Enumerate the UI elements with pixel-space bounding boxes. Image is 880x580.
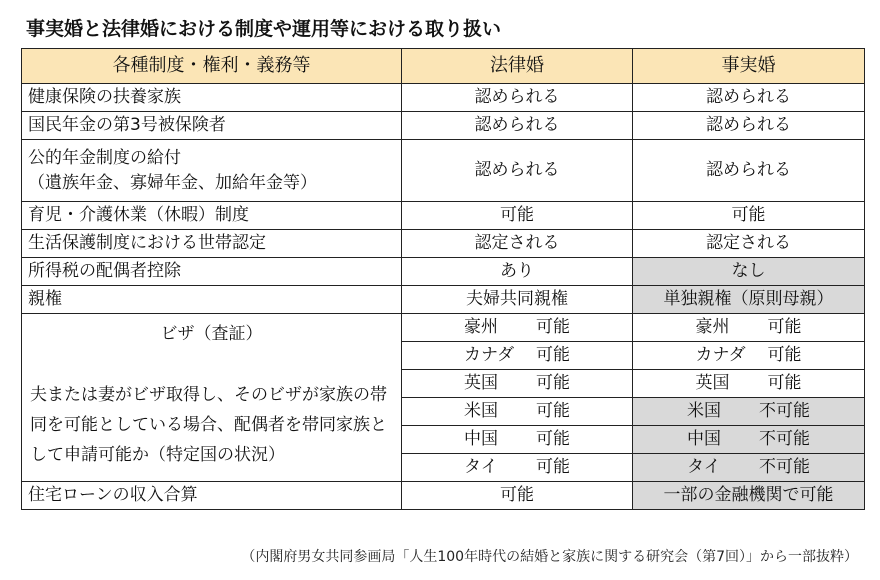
row-defacto: 一部の金融機関で可能 xyxy=(633,482,865,510)
country-status: 可能 xyxy=(536,428,570,449)
country-name: 英国 xyxy=(695,372,730,393)
country-name: タイ xyxy=(464,456,498,477)
country-name: 中国 xyxy=(687,428,721,449)
country-name: 中国 xyxy=(464,428,498,449)
row-defacto: 認められる xyxy=(633,84,865,112)
row-item: 住宅ローンの収入合算 xyxy=(22,482,402,510)
visa-description: 夫または妻がビザ取得し、そのビザが家族の帯同を可能としている場合、配偶者を帯同家族として申請可能か（特定国の状況） xyxy=(30,385,387,465)
country-status: 可能 xyxy=(767,316,802,337)
row-legal: 認められる xyxy=(402,84,633,112)
visa-row xyxy=(22,314,865,342)
table-row xyxy=(22,112,865,140)
country-status: 可能 xyxy=(536,372,570,393)
header-defacto-marriage: 事実婚 xyxy=(633,49,865,84)
country-name: 豪州 xyxy=(464,316,498,337)
row-defacto: 可能 xyxy=(633,202,865,230)
table-header-row xyxy=(22,49,865,84)
row-defacto: 認定される xyxy=(633,230,865,258)
visa-legal-cell xyxy=(402,314,633,342)
row-legal: 夫婦共同親権 xyxy=(402,286,633,314)
table-row xyxy=(22,140,865,202)
row-defacto: 単独親権（原則母親） xyxy=(633,286,865,314)
country-name: カナダ xyxy=(464,344,515,365)
row-item-line: 公的年金制度の給付 xyxy=(28,147,181,168)
table-row xyxy=(22,258,865,286)
country-status: 可能 xyxy=(767,372,802,393)
country-name: 英国 xyxy=(464,372,498,393)
country-name: カナダ xyxy=(695,344,746,365)
visa-defacto-cell xyxy=(633,342,865,370)
visa-legal-cell xyxy=(402,454,633,482)
country-status: 不可能 xyxy=(759,400,810,421)
visa-defacto-cell xyxy=(633,426,865,454)
country-name: タイ xyxy=(687,456,721,477)
page-title: 事実婚と法律婚における制度や運用等における取り扱い xyxy=(26,18,502,40)
table-row xyxy=(22,84,865,112)
row-defacto: なし xyxy=(633,258,865,286)
table-row xyxy=(22,482,865,510)
row-item: 所得税の配偶者控除 xyxy=(22,258,402,286)
visa-legal-cell xyxy=(402,426,633,454)
country-status: 不可能 xyxy=(759,428,810,449)
row-item: 国民年金の第3号被保険者 xyxy=(22,112,402,140)
country-status: 可能 xyxy=(767,344,802,365)
visa-heading: ビザ（査証） xyxy=(160,324,263,344)
country-status: 不可能 xyxy=(759,456,810,477)
visa-defacto-cell xyxy=(633,454,865,482)
row-legal: 可能 xyxy=(402,482,633,510)
row-legal: 認められる xyxy=(402,140,633,202)
row-defacto: 認められる xyxy=(633,140,865,202)
country-status: 可能 xyxy=(536,456,570,477)
header-legal-marriage: 法律婚 xyxy=(402,49,633,84)
table-row xyxy=(22,286,865,314)
country-status: 可能 xyxy=(536,344,570,365)
visa-defacto-cell xyxy=(633,370,865,398)
row-legal: あり xyxy=(402,258,633,286)
visa-defacto-cell xyxy=(633,398,865,426)
visa-item xyxy=(22,314,402,482)
country-name: 米国 xyxy=(687,400,721,421)
table-row xyxy=(22,230,865,258)
row-legal: 可能 xyxy=(402,202,633,230)
country-name: 米国 xyxy=(464,400,498,421)
source-note: （内閣府男女共同参画局「人生100年時代の結婚と家族に関する研究会（第7回）」から一部抜粋） xyxy=(241,549,858,565)
country-status: 可能 xyxy=(536,316,570,337)
visa-legal-cell xyxy=(402,342,633,370)
row-item: 生活保護制度における世帯認定 xyxy=(22,230,402,258)
row-item xyxy=(22,140,402,202)
row-item: 健康保険の扶養家族 xyxy=(22,84,402,112)
row-item-line: （遺族年金、寡婦年金、加給年金等） xyxy=(28,172,317,193)
row-legal: 認定される xyxy=(402,230,633,258)
row-item: 育児・介護休業（休暇）制度 xyxy=(22,202,402,230)
comparison-table xyxy=(21,48,865,510)
visa-defacto-cell xyxy=(633,314,865,342)
header-item: 各種制度・権利・義務等 xyxy=(22,49,402,84)
country-name: 豪州 xyxy=(695,316,730,337)
row-legal: 認められる xyxy=(402,112,633,140)
visa-legal-cell xyxy=(402,370,633,398)
country-status: 可能 xyxy=(536,400,570,421)
row-item: 親権 xyxy=(22,286,402,314)
visa-legal-cell xyxy=(402,398,633,426)
table-row xyxy=(22,202,865,230)
row-defacto: 認められる xyxy=(633,112,865,140)
